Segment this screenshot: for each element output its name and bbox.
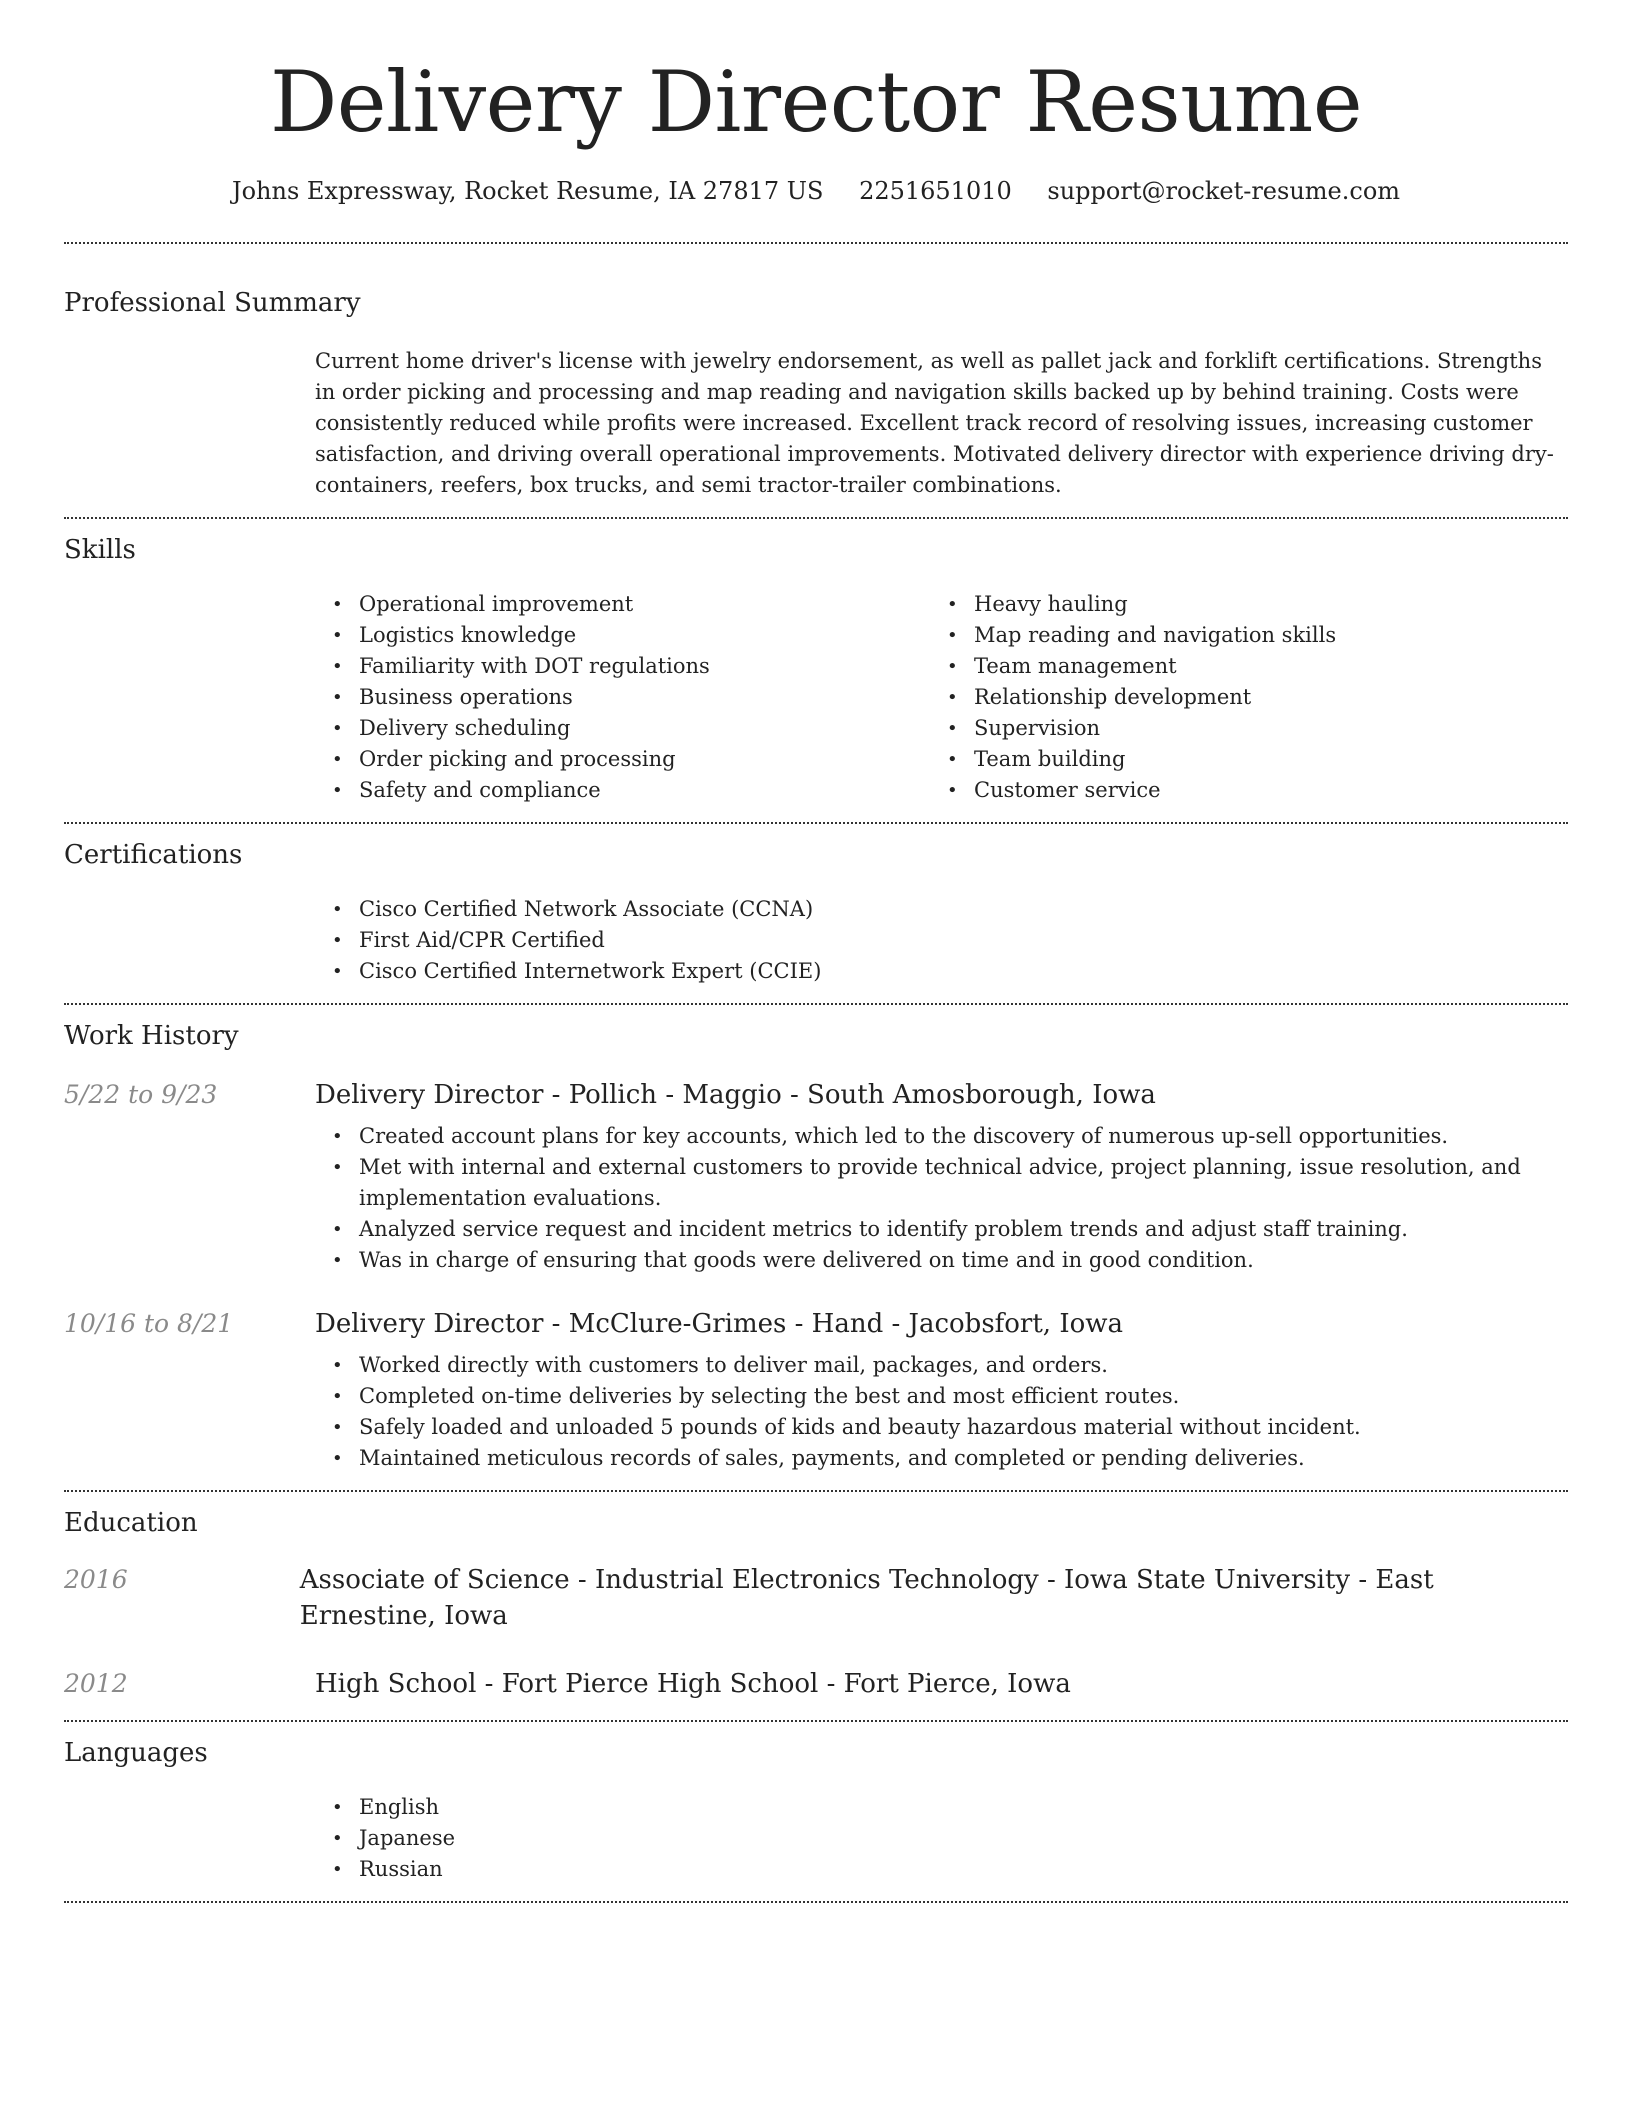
- job-title: Delivery Director - McClure-Grimes - Hand - Jacobsfort, Iowa: [315, 1309, 1124, 1339]
- contact-address: Johns Expressway, Rocket Resume, IA 27817 US: [231, 177, 824, 205]
- education-year: 2016: [64, 1565, 128, 1594]
- job-bullet: • Completed on-time deliveries by selecting the best and most efficient routes.: [315, 1381, 1568, 1412]
- job-dates: 5/22 to 9/23: [64, 1080, 218, 1109]
- skill-item: • Operational improvement: [315, 589, 930, 620]
- education-year: 2012: [64, 1669, 128, 1698]
- education-entry: [64, 1666, 1568, 1702]
- section-heading-summary: Professional Summary: [64, 288, 361, 318]
- job-bullet: • Created account plans for key accounts, which led to the discovery of numerous up-sell opportunities.: [315, 1121, 1568, 1152]
- skills-list-right: [930, 589, 1545, 806]
- skill-item: • Team management: [930, 651, 1545, 682]
- job-bullet: • Maintained meticulous records of sales, payments, and completed or pending deliveries.: [315, 1443, 1568, 1474]
- section-heading-work-history: Work History: [64, 1021, 239, 1051]
- skill-item: • Supervision: [930, 713, 1545, 744]
- summary-section: [64, 244, 1568, 501]
- certification-item: • Cisco Certified Internetwork Expert (CCIE): [315, 956, 1568, 987]
- language-item: • Russian: [315, 1854, 1568, 1885]
- skill-item: • Business operations: [315, 682, 930, 713]
- job-entry: [64, 1306, 1568, 1342]
- job-bullet: • Met with internal and external customers to provide technical advice, project planning, issue resolution, and implementation evaluations.: [315, 1152, 1568, 1214]
- resume-title: Delivery Director Resume: [269, 53, 1363, 151]
- job-title: Delivery Director - Pollich - Maggio - South Amosborough, Iowa: [315, 1080, 1156, 1110]
- job-bullet: • Safely loaded and unloaded 5 pounds of kids and beauty hazardous material without incident.: [315, 1412, 1568, 1443]
- skill-item: • Relationship development: [930, 682, 1545, 713]
- skill-item: • Delivery scheduling: [315, 713, 930, 744]
- section-heading-languages: Languages: [64, 1738, 208, 1768]
- language-item: • English: [315, 1792, 1568, 1823]
- skill-item: • Safety and compliance: [315, 775, 930, 806]
- section-heading-certifications: Certifications: [64, 840, 243, 870]
- job-bullet: • Was in charge of ensuring that goods were delivered on time and in good condition.: [315, 1245, 1568, 1276]
- skills-columns: [315, 589, 1568, 806]
- contact-phone: 2251651010: [859, 177, 1012, 205]
- job-dates: 10/16 to 8/21: [64, 1309, 234, 1338]
- contact-email: support@rocket-resume.com: [1047, 177, 1401, 205]
- skill-item: • Logistics knowledge: [315, 620, 930, 651]
- education-entry: [64, 1562, 1568, 1634]
- education-section: [64, 1492, 1568, 1702]
- job-bullet: • Worked directly with customers to deliver mail, packages, and orders.: [315, 1350, 1568, 1381]
- languages-section: [64, 1722, 1568, 1885]
- skill-item: • Map reading and navigation skills: [930, 620, 1545, 651]
- education-degree: High School - Fort Pierce High School - Fort Pierce, Iowa: [315, 1669, 1071, 1699]
- section-heading-education: Education: [64, 1508, 198, 1538]
- certifications-section: [64, 824, 1568, 987]
- education-degree: Associate of Science - Industrial Electronics Technology - Iowa State University - East Ernestine, Iowa: [299, 1565, 1434, 1631]
- job-entry: [64, 1077, 1568, 1113]
- skill-item: • Customer service: [930, 775, 1545, 806]
- skill-item: • Familiarity with DOT regulations: [315, 651, 930, 682]
- section-divider: [64, 1901, 1568, 1903]
- job-bullet: • Analyzed service request and incident metrics to identify problem trends and adjust staff training.: [315, 1214, 1568, 1245]
- certification-item: • Cisco Certified Network Associate (CCNA): [315, 894, 1568, 925]
- work-history-section: [64, 1005, 1568, 1474]
- skills-section: [64, 519, 1568, 806]
- skill-item: • Order picking and processing: [315, 744, 930, 775]
- job-bullets: [315, 1121, 1568, 1276]
- language-item: • Japanese: [315, 1823, 1568, 1854]
- certification-item: • First Aid/CPR Certified: [315, 925, 1568, 956]
- skill-item: • Team building: [930, 744, 1545, 775]
- skill-item: • Heavy hauling: [930, 589, 1545, 620]
- job-bullets: [315, 1350, 1568, 1474]
- summary-text: Current home driver's license with jewelry endorsement, as well as pallet jack and forklift certifications. Strengths in order picking and processing and map reading and navigation skills backed up by behind training. Costs were consistently reduced while profits were increased. Excellent track record of resolving issues, increasing customer satisfaction, and driving overall operational improvements. Motivated delivery director with experience driving dry-containers, reefers, box trucks, and semi tractor-trailer combinations.: [315, 349, 1554, 497]
- section-heading-skills: Skills: [64, 535, 136, 565]
- contact-line: [64, 174, 1568, 208]
- languages-list: [315, 1792, 1568, 1885]
- skills-list-left: [315, 589, 930, 806]
- certifications-list: [315, 894, 1568, 987]
